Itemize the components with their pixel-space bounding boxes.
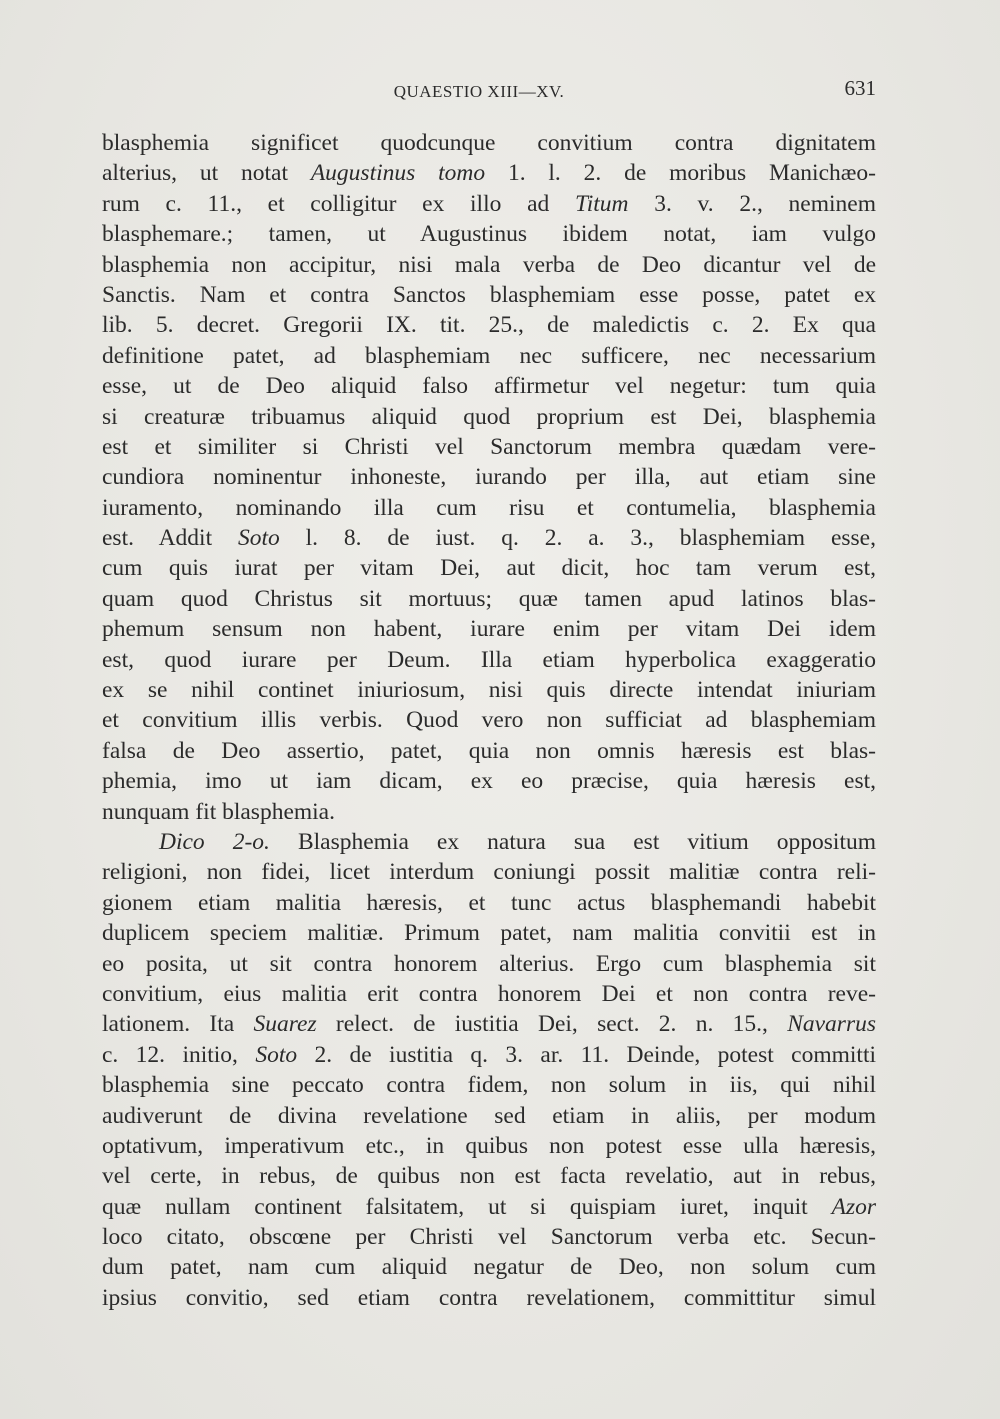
text-span: rum c. 11., et colligitur ex illo ad: [102, 190, 575, 217]
text-line: [102, 250, 876, 280]
text-span: blasphemare.; tamen, ut Augustinus ibidem notat, iam vulgo: [102, 221, 876, 248]
text-line: [102, 736, 876, 766]
text-span: c. 12. initio,: [102, 1041, 256, 1068]
text-span: blasphemia significet quodcunque convitium contra dignitatem: [102, 130, 876, 156]
text-line: [102, 1009, 876, 1039]
text-line: [102, 280, 876, 310]
text-span: falsa de Deo assertio, patet, quia non omnis hæresis est blas-: [102, 737, 876, 764]
text-line: [102, 128, 876, 158]
body-text: [102, 128, 876, 1313]
text-span: 3. v. 2., neminem: [628, 190, 876, 217]
text-span: 2. de iustitia q. 3. ar. 11. Deinde, potest committi: [297, 1041, 877, 1068]
text-span: optativum, imperativum etc., in quibus non potest esse ulla hæresis,: [102, 1132, 876, 1159]
text-line: [102, 341, 876, 371]
text-line: [102, 766, 876, 796]
italic-text: Azor: [831, 1193, 876, 1220]
text-span: lib. 5. decret. Gregorii IX. tit. 25., de maledictis c. 2. Ex qua: [102, 312, 876, 339]
text-line: [102, 979, 876, 1009]
text-span: convitium, eius malitia erit contra honorem Dei et non contra reve-: [102, 980, 876, 1007]
text-line: [102, 645, 876, 675]
text-span: dum patet, nam cum aliquid negatur de Deo, non solum cum: [102, 1254, 876, 1281]
text-span: quæ nullam continent falsitatem, ut si quispiam iuret, inquit: [102, 1193, 832, 1220]
text-span: ipsius convitio, sed etiam contra revelationem, committitur simul: [102, 1284, 876, 1311]
text-line: [102, 827, 876, 857]
italic-text: Dico 2-o.: [159, 828, 270, 855]
text-span: 1. l. 2. de moribus Manichæo-: [485, 160, 876, 187]
text-span: est et similiter si Christi vel Sanctorum membra quædam vere-: [102, 433, 876, 460]
text-line: [102, 888, 876, 918]
text-line: [102, 857, 876, 887]
text-span: lationem. Ita: [102, 1011, 254, 1038]
text-span: quam quod Christus sit mortuus; quæ tamen apud latinos blas-: [102, 585, 876, 612]
text-line: [102, 371, 876, 401]
text-line: [102, 523, 876, 553]
text-line: [102, 493, 876, 523]
text-line: [102, 1070, 876, 1100]
italic-text: Soto: [255, 1041, 298, 1068]
text-span: alterius, ut notat: [102, 160, 311, 187]
text-line: [102, 1040, 876, 1070]
text-span: relect. de iustitia Dei, sect. 2. n. 15.,: [316, 1011, 788, 1038]
text-span: Sanctis. Nam et contra Sanctos blasphemiam esse posse, patet ex: [102, 281, 876, 308]
text-span: si creaturæ tribuamus aliquid quod proprium est Dei, blasphemia: [102, 403, 876, 430]
text-span: gionem etiam malitia hæresis, et tunc actus blasphemandi habebit: [102, 889, 876, 916]
text-span: blasphemia sine peccato contra fidem, non solum in iis, qui nihil: [102, 1072, 876, 1099]
text-line: [102, 310, 876, 340]
text-span: iuramento, nominando illa cum risu et contumelia, blasphemia: [102, 494, 876, 521]
text-line: [102, 675, 876, 705]
text-line: [102, 614, 876, 644]
running-title: QUAESTIO XIII—XV.: [393, 82, 565, 101]
text-span: esse, ut de Deo aliquid falso affirmetur vel negetur: tum quia: [102, 373, 876, 400]
text-line: [102, 158, 876, 188]
text-line: [102, 705, 876, 735]
italic-text: Titum: [574, 190, 629, 217]
text-span: duplicem speciem malitiæ. Primum patet, nam malitia convitii est in: [102, 920, 876, 947]
text-span: nunquam fit blasphemia.: [102, 798, 335, 825]
running-head: [100, 74, 878, 104]
text-span: Blasphemia ex natura sua est vitium oppositum: [269, 828, 876, 855]
text-line: [102, 553, 876, 583]
text-line: [102, 219, 876, 249]
text-span: eo posita, ut sit contra honorem alterius. Ergo cum blasphemia sit: [102, 950, 876, 977]
text-span: audiverunt de divina revelatione sed etiam in aliis, per modum: [102, 1102, 876, 1129]
text-span: phemia, imo ut iam dicam, ex eo præcise, quia hæresis est,: [102, 768, 876, 795]
text-span: vel certe, in rebus, de quibus non est facta revelatio, aut in rebus,: [102, 1163, 876, 1190]
text-span: et convitium illis verbis. Quod vero non sufficiat ad blasphemiam: [102, 707, 876, 734]
italic-text: Augustinus tomo: [310, 160, 486, 187]
text-span: cum quis iurat per vitam Dei, aut dicit, hoc tam verum est,: [102, 555, 876, 582]
text-line: [102, 1131, 876, 1161]
text-line: [102, 1101, 876, 1131]
text-line: [102, 949, 876, 979]
text-span: l. 8. de iust. q. 2. a. 3., blasphemiam esse,: [279, 525, 876, 552]
italic-text: Suarez: [253, 1011, 317, 1038]
italic-text: Navarrus: [787, 1011, 876, 1038]
text-line: [102, 1252, 876, 1282]
text-span: est. Addit: [102, 525, 238, 552]
text-line: [102, 1161, 876, 1191]
text-span: phemum sensum non habent, iurare enim per vitam Dei idem: [102, 616, 876, 643]
text-span: blasphemia non accipitur, nisi mala verba de Deo dicantur vel de: [102, 251, 876, 278]
text-line: [102, 189, 876, 219]
text-line: [102, 432, 876, 462]
text-span: cundiora nominentur inhoneste, iurando per illa, aut etiam sine: [102, 464, 876, 491]
text-span: religioni, non fidei, licet interdum coniungi possit malitiæ contra reli-: [102, 859, 876, 886]
text-line: [102, 402, 876, 432]
text-span: est, quod iurare per Deum. Illa etiam hyperbolica exaggeratio: [102, 646, 876, 673]
page-number: 631: [844, 76, 876, 100]
text-line: [102, 1192, 876, 1222]
text-line: [102, 462, 876, 492]
text-line: [102, 797, 876, 827]
italic-text: Soto: [237, 525, 280, 552]
text-line: [102, 1222, 876, 1252]
text-span: definitione patet, ad blasphemiam nec sufficere, nec necessarium: [102, 342, 876, 369]
text-line: [102, 584, 876, 614]
text-line: [102, 1283, 876, 1313]
text-span: loco citato, obscœne per Christi vel Sanctorum verba etc. Secun-: [102, 1224, 876, 1251]
text-span: ex se nihil continet iniuriosum, nisi quis directe intendat iniuriam: [102, 677, 876, 704]
text-line: [102, 918, 876, 948]
